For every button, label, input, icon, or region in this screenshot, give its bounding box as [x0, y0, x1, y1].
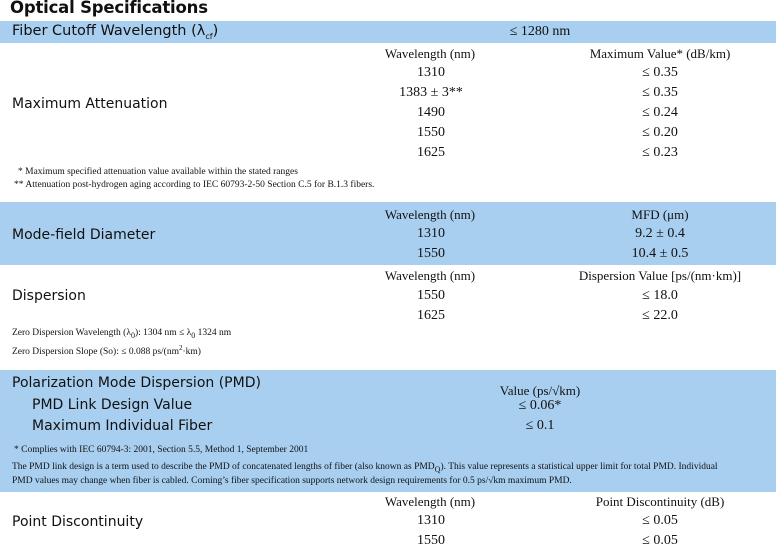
point-col-wavelength: Wavelength (nm)	[384, 494, 476, 509]
dispersion-col-value: Dispersion Value [ps/(nm·km)]	[578, 268, 742, 283]
point-wavelength: 1310	[417, 513, 445, 528]
point-value: ≤ 0.05	[642, 513, 678, 528]
dispersion-value: ≤ 22.0	[642, 308, 678, 323]
mfd-wavelength: 1550	[417, 246, 445, 261]
mfd-col-mfd: MFD (μm)	[631, 207, 689, 222]
dispersion-wavelength: 1625	[417, 308, 445, 323]
pmd-individual-fiber-value: ≤ 0.1	[525, 418, 555, 433]
dispersion-wavelength: 1550	[417, 288, 445, 303]
attenuation-col-maxvalue: Maximum Value* (dB/km)	[589, 46, 731, 61]
mfd-col-wavelength: Wavelength (nm)	[384, 207, 476, 222]
dispersion-value: ≤ 18.0	[642, 288, 678, 303]
mfd-value: 9.2 ± 0.4	[635, 226, 685, 241]
pmd-label: Polarization Mode Dispersion (PMD)	[12, 375, 261, 391]
attenuation-footnote-2: ** Attenuation post-hydrogen aging according to IEC 60793-2-50 Section C.5 for B.1.3 fibers.	[14, 180, 375, 190]
attenuation-wavelength: 1310	[417, 65, 445, 80]
attenuation-label: Maximum Attenuation	[12, 96, 168, 112]
zero-dispersion-slope-note: Zero Dispersion Slope (So): ≤ 0.088 $ps/(nm^2\cdot km)$	[12, 344, 201, 358]
attenuation-col-wavelength: Wavelength (nm)	[384, 46, 476, 61]
mfd-wavelength: 1310	[417, 226, 445, 241]
attenuation-footnote-1: * Maximum specified attenuation value available within the stated ranges	[18, 167, 298, 177]
point-value: ≤ 0.05	[642, 533, 678, 548]
pmd-link-design-value: ≤ 0.06*	[518, 398, 562, 413]
attenuation-value: ≤ 0.35	[642, 85, 678, 100]
attenuation-wavelength: 1550	[417, 125, 445, 140]
pmd-footnote-2-line-1: The PMD link design is a term used to describe the PMD of concatenated lengths of fiber (also known as $PMD_Q$). This value represents a statistical upper limit for total PMD. Individual	[12, 462, 718, 474]
attenuation-wavelength: 1625	[417, 145, 445, 160]
attenuation-value: ≤ 0.23	[642, 145, 678, 160]
point-col-value: Point Discontinuity (dB)	[595, 494, 725, 509]
mfd-value: 10.4 ± 0.5	[631, 246, 689, 261]
attenuation-value: ≤ 0.20	[642, 125, 678, 140]
attenuation-value: ≤ 0.24	[642, 105, 678, 120]
attenuation-wavelength: 1490	[417, 105, 445, 120]
cutoff-label: Fiber Cutoff Wavelength $(\lambda_{cf})$	[12, 23, 219, 41]
point-wavelength: 1550	[417, 533, 445, 548]
dispersion-col-wavelength: Wavelength (nm)	[384, 268, 476, 283]
attenuation-value: ≤ 0.35	[642, 65, 678, 80]
zero-dispersion-wavelength-note: Zero Dispersion Wavelength $(\lambda_0)$: 1304 nm ≤ $\lambda_0$ 1324 nm	[12, 328, 232, 340]
point-discontinuity-label: Point Discontinuity	[12, 514, 144, 530]
mfd-label: Mode-field Diameter	[12, 227, 156, 243]
pmd-footnote-2-line-2: PMD values may change when fiber is cabled. Corning’s fiber specification supports network design requirements for 0.5 ps/√km maximum PMD.	[12, 476, 572, 486]
pmd-link-design-label: PMD Link Design Value	[32, 397, 193, 413]
attenuation-wavelength: 1383 ± 3**	[399, 85, 463, 100]
dispersion-label: Dispersion	[12, 288, 86, 304]
pmd-footnote-1: * Complies with IEC 60794-3: 2001, Section 5.5, Method 1, September 2001	[14, 445, 309, 455]
pmd-col-value: Value (ps/√km)	[499, 383, 581, 398]
pmd-individual-fiber-label: Maximum Individual Fiber	[32, 418, 213, 434]
cutoff-value: ≤ 1280 nm	[509, 24, 571, 39]
page-title: Optical Specifications	[10, 0, 208, 17]
